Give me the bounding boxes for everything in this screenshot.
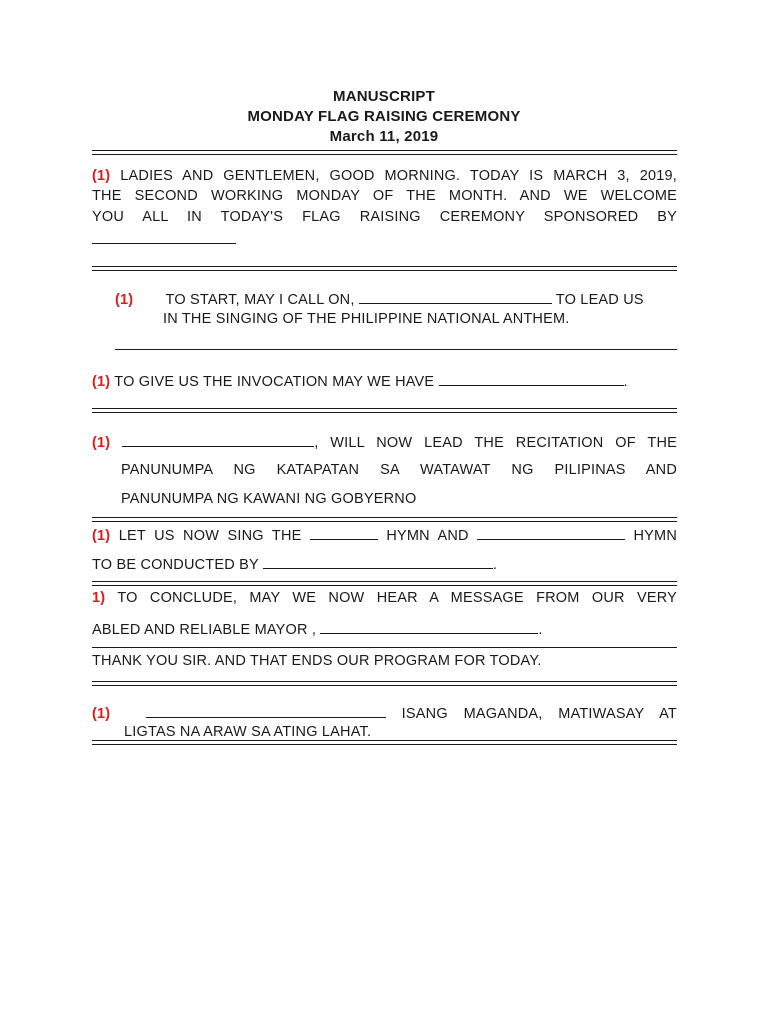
section-8-text: ISANG MAGANDA, MATIWASAY AT — [401, 706, 677, 722]
divider — [92, 408, 677, 413]
section-3-line — [92, 372, 677, 390]
section-8-line-1 — [92, 704, 677, 722]
section-1-text: THE SECOND WORKING MONDAY OF THE MONTH. AND WE WELCOME — [92, 188, 677, 204]
section-4-text: PANUNUMPA NG KATAPATAN SA WATAWAT NG PILIPINAS AND — [121, 462, 677, 478]
second-hymn-blank[interactable] — [477, 526, 625, 540]
section-7-line — [92, 653, 677, 669]
divider — [92, 150, 677, 155]
section-5-text: HYMN — [633, 528, 678, 544]
section-5-line-1 — [92, 526, 677, 544]
section-4-line-2 — [121, 462, 677, 478]
section-6-line-1 — [92, 590, 677, 606]
divider — [92, 647, 677, 648]
section-marker: (1) — [92, 528, 111, 544]
section-6-text: TO CONCLUDE, MAY WE NOW HEAR A MESSAGE FROM OUR VERY — [117, 590, 677, 606]
section-3-text: TO GIVE US THE INVOCATION MAY WE HAVE — [114, 374, 435, 390]
section-2-text: TO START, MAY I CALL ON, — [165, 292, 355, 308]
period: . — [492, 557, 498, 573]
section-1-line-3 — [92, 209, 677, 225]
divider — [115, 349, 677, 350]
section-2-line-2 — [163, 311, 677, 327]
section-marker: (1) — [92, 168, 111, 184]
section-4-text: , WILL NOW LEAD THE RECITATION OF THE — [314, 435, 678, 451]
sponsor-blank[interactable] — [92, 243, 236, 244]
section-1-text: YOU ALL IN TODAY'S FLAG RAISING CEREMONY SPONSORED BY — [92, 209, 677, 225]
section-6-line-2 — [92, 620, 677, 638]
section-1-line-1 — [92, 168, 677, 184]
mayor-blank[interactable] — [320, 620, 538, 634]
document-subtitle: MONDAY FLAG RAISING CEREMONY — [247, 108, 521, 125]
section-5-text: LET US NOW SING THE — [118, 528, 302, 544]
section-1-line-2 — [92, 188, 677, 204]
section-4-line-1 — [92, 433, 677, 451]
section-marker: (1) — [92, 374, 111, 390]
section-6-text: ABLED AND RELIABLE MAYOR , — [92, 622, 317, 638]
section-marker: (1) — [92, 435, 111, 451]
recitation-leader-blank[interactable] — [122, 433, 314, 447]
section-2-text: IN THE SINGING OF THE PHILIPPINE NATIONAL ANTHEM. — [163, 311, 570, 327]
document-date: March 11, 2019 — [329, 128, 439, 145]
section-5-text: HYMN AND — [386, 528, 469, 544]
document-title: MANUSCRIPT — [333, 88, 435, 105]
first-hymn-blank[interactable] — [310, 526, 378, 540]
section-8-line-2 — [124, 724, 677, 740]
section-marker: (1) — [115, 292, 134, 308]
section-2-text: TO LEAD US — [555, 292, 644, 308]
divider — [92, 681, 677, 686]
section-5-line-2 — [92, 555, 677, 573]
anthem-leader-blank[interactable] — [359, 290, 552, 304]
period: . — [623, 374, 628, 390]
divider — [92, 266, 677, 271]
section-4-text: PANUNUMPA NG KAWANI NG GOBYERNO — [121, 491, 417, 507]
invocation-blank[interactable] — [439, 372, 624, 386]
section-5-text: TO BE CONDUCTED BY — [92, 557, 259, 573]
closing-blank[interactable] — [146, 704, 386, 718]
conductor-blank[interactable] — [263, 555, 493, 569]
section-marker: (1) — [92, 706, 111, 722]
section-2-line-1 — [115, 290, 677, 308]
section-4-line-3 — [121, 491, 677, 507]
period: . — [538, 622, 543, 638]
divider — [92, 517, 677, 522]
divider — [92, 581, 677, 586]
divider — [92, 740, 677, 745]
section-8-text: LIGTAS NA ARAW SA ATING LAHAT. — [124, 724, 372, 740]
section-7-text: THANK YOU SIR. AND THAT ENDS OUR PROGRAM FOR TODAY. — [92, 653, 542, 669]
section-1-text: LADIES AND GENTLEMEN, GOOD MORNING. TODAY IS MARCH 3, 2019, — [120, 168, 677, 184]
section-marker: 1) — [92, 590, 106, 606]
